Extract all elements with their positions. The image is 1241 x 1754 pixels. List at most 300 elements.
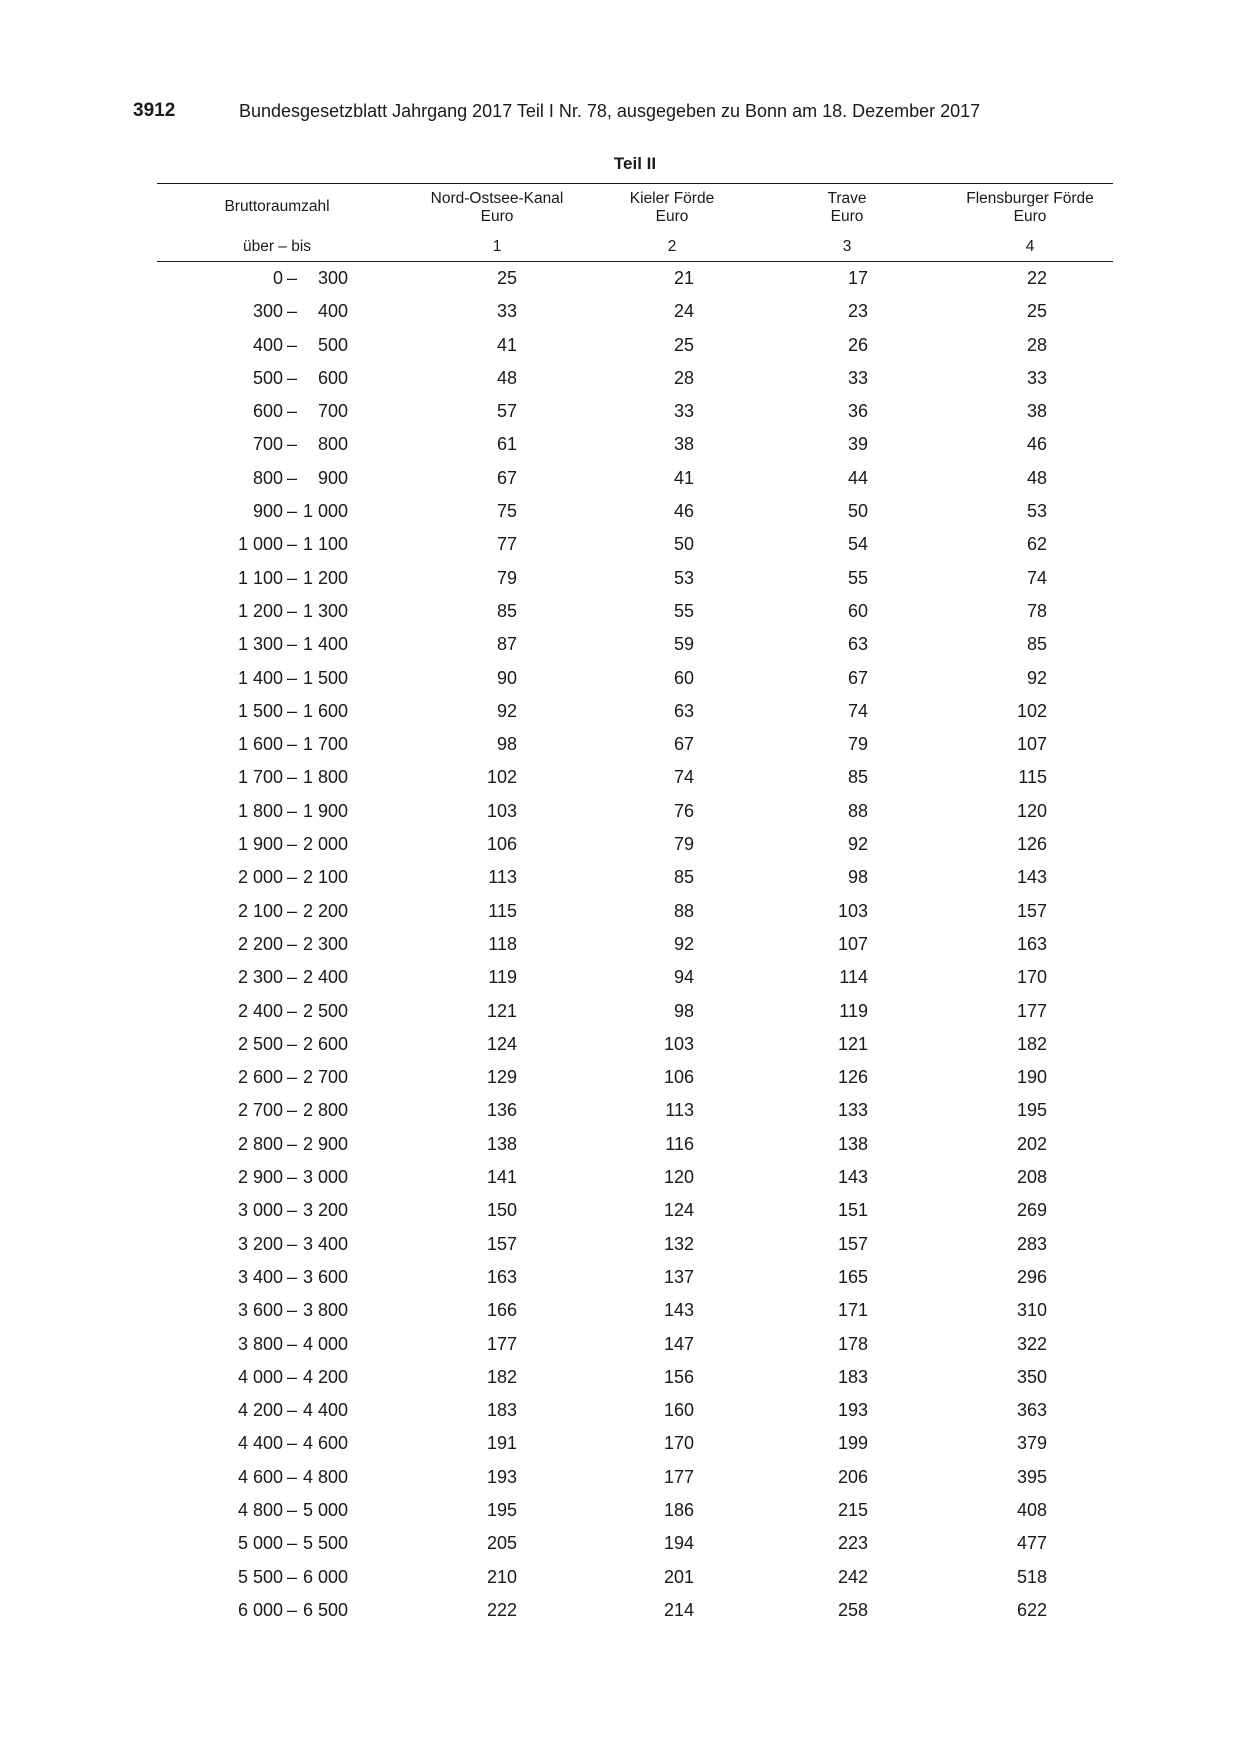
table-row	[0, 1528, 1241, 1561]
range-to-cell: 2 700	[302, 1067, 348, 1088]
nord-ostsee-kanal-cell: 182	[486, 1366, 517, 1387]
nord-ostsee-kanal-cell: 121	[486, 1000, 517, 1021]
flensburger-foerde-cell: 622	[1016, 1599, 1047, 1620]
range-to-cell: 2 500	[302, 1000, 348, 1021]
flensburger-foerde-cell: 85	[1026, 634, 1047, 655]
trave-cell: 258	[837, 1599, 868, 1620]
range-to-cell: 2 400	[302, 967, 348, 988]
table-row	[0, 996, 1241, 1029]
kieler-foerde-cell: 67	[673, 734, 694, 755]
trave-cell: 193	[837, 1400, 868, 1421]
trave-cell: 107	[837, 933, 868, 954]
flensburger-foerde-cell: 163	[1016, 933, 1047, 954]
range-from-cell: 2 500	[237, 1033, 283, 1054]
range-from-cell: 2 100	[237, 900, 283, 921]
kieler-foerde-cell: 113	[665, 1100, 694, 1121]
trave-cell: 114	[839, 967, 868, 988]
kieler-foerde-cell: 92	[673, 933, 694, 954]
page-number: 3912	[133, 100, 176, 121]
range-dash: –	[287, 900, 298, 921]
range-to-cell: 4 000	[302, 1333, 348, 1354]
page-header	[133, 100, 1113, 126]
range-to-cell: 3 400	[302, 1233, 348, 1254]
trave-cell: 215	[837, 1499, 868, 1520]
table-row	[0, 1595, 1241, 1628]
column-header-1	[397, 190, 597, 226]
trave-cell: 178	[837, 1333, 868, 1354]
nord-ostsee-kanal-cell: 193	[486, 1466, 517, 1487]
flensburger-foerde-cell: 107	[1016, 734, 1047, 755]
nord-ostsee-kanal-cell: 177	[486, 1333, 517, 1354]
nord-ostsee-kanal-cell: 87	[496, 634, 517, 655]
kieler-foerde-cell: 55	[673, 600, 694, 621]
range-dash: –	[287, 567, 298, 588]
kieler-foerde-cell: 33	[673, 401, 694, 422]
table-row	[0, 1562, 1241, 1595]
range-from-cell: 3 000	[237, 1200, 283, 1221]
range-from-cell: 1 900	[237, 834, 283, 855]
column-number-2: 2	[667, 238, 677, 255]
flensburger-foerde-cell: 379	[1016, 1433, 1047, 1454]
kieler-foerde-cell: 74	[673, 767, 694, 788]
range-dash: –	[287, 301, 298, 322]
table-row	[0, 1395, 1241, 1428]
range-from-cell: 2 200	[237, 933, 283, 954]
trave-cell: 143	[837, 1167, 868, 1188]
flensburger-foerde-cell: 195	[1016, 1100, 1047, 1121]
flensburger-foerde-cell: 126	[1016, 834, 1047, 855]
range-dash: –	[287, 867, 298, 888]
trave-cell: 121	[837, 1033, 868, 1054]
range-dash: –	[287, 667, 298, 688]
flensburger-foerde-cell: 120	[1016, 800, 1047, 821]
range-from-cell: 4 200	[237, 1400, 283, 1421]
range-to-cell: 1 400	[302, 634, 348, 655]
range-from-cell: 600	[252, 401, 283, 422]
table-row	[0, 663, 1241, 696]
nord-ostsee-kanal-cell: 183	[486, 1400, 517, 1421]
trave-cell: 67	[847, 667, 868, 688]
range-to-cell: 2 900	[302, 1133, 348, 1154]
range-dash: –	[287, 367, 298, 388]
table-row	[0, 563, 1241, 596]
range-from-cell: 5 500	[237, 1566, 283, 1587]
range-from-cell: 1 600	[237, 734, 283, 755]
table-row	[0, 629, 1241, 662]
flensburger-foerde-cell: 269	[1016, 1200, 1047, 1221]
range-dash: –	[287, 1533, 298, 1554]
trave-cell: 33	[847, 367, 868, 388]
range-to-cell: 4 800	[302, 1466, 348, 1487]
range-dash: –	[287, 1333, 298, 1354]
trave-cell: 183	[837, 1366, 868, 1387]
nord-ostsee-kanal-cell: 48	[496, 367, 517, 388]
flensburger-foerde-cell: 157	[1016, 900, 1047, 921]
range-dash: –	[287, 1100, 298, 1121]
kieler-foerde-cell: 59	[673, 634, 694, 655]
range-dash: –	[287, 434, 298, 455]
range-from-cell: 1 500	[237, 700, 283, 721]
table-row	[0, 596, 1241, 629]
column-header-4	[947, 190, 1113, 226]
table-row	[0, 429, 1241, 462]
range-dash: –	[287, 967, 298, 988]
range-from-cell: 3 200	[237, 1233, 283, 1254]
range-to-cell: 500	[317, 334, 348, 355]
range-to-cell: 3 200	[302, 1200, 348, 1221]
table-row	[0, 496, 1241, 529]
range-to-cell: 1 100	[302, 534, 348, 555]
kieler-foerde-cell: 41	[673, 467, 694, 488]
range-from-cell: 4 800	[237, 1499, 283, 1520]
table-row	[0, 862, 1241, 895]
range-from-cell: 2 000	[237, 867, 283, 888]
table-row	[0, 696, 1241, 729]
flensburger-foerde-cell: 177	[1016, 1000, 1047, 1021]
range-from-cell: 300	[252, 301, 283, 322]
kieler-foerde-cell: 116	[665, 1133, 694, 1154]
table-row	[0, 729, 1241, 762]
table-header-rule	[157, 261, 1113, 262]
nord-ostsee-kanal-cell: 67	[496, 467, 517, 488]
flensburger-foerde-cell: 190	[1016, 1067, 1047, 1088]
range-to-cell: 2 200	[302, 900, 348, 921]
flensburger-foerde-cell: 408	[1016, 1499, 1047, 1520]
kieler-foerde-cell: 160	[663, 1400, 694, 1421]
trave-cell: 157	[837, 1233, 868, 1254]
range-to-cell: 5 000	[302, 1499, 348, 1520]
range-to-cell: 1 900	[302, 800, 348, 821]
nord-ostsee-kanal-cell: 195	[486, 1499, 517, 1520]
flensburger-foerde-cell: 170	[1016, 967, 1047, 988]
nord-ostsee-kanal-cell: 33	[496, 301, 517, 322]
nord-ostsee-kanal-cell: 98	[496, 734, 517, 755]
kieler-foerde-cell: 147	[663, 1333, 694, 1354]
nord-ostsee-kanal-cell: 119	[488, 967, 517, 988]
column-header-3	[747, 190, 947, 226]
column-header-name: Trave	[827, 190, 867, 207]
range-dash: –	[287, 600, 298, 621]
column-number-1: 1	[492, 238, 502, 255]
range-dash: –	[287, 1466, 298, 1487]
range-from-cell: 4 000	[237, 1366, 283, 1387]
flensburger-foerde-cell: 310	[1016, 1300, 1047, 1321]
nord-ostsee-kanal-cell: 75	[496, 501, 517, 522]
nord-ostsee-kanal-cell: 92	[496, 700, 517, 721]
column-header-name: Nord-Ostsee-Kanal	[430, 190, 564, 207]
table-row	[0, 929, 1241, 962]
kieler-foerde-cell: 137	[663, 1266, 694, 1287]
column-header-unit: Euro	[830, 208, 864, 225]
table-row	[0, 1428, 1241, 1461]
flensburger-foerde-cell: 74	[1026, 567, 1047, 588]
nord-ostsee-kanal-cell: 57	[496, 401, 517, 422]
range-to-cell: 1 500	[302, 667, 348, 688]
range-from-cell: 3 600	[237, 1300, 283, 1321]
nord-ostsee-kanal-cell: 205	[486, 1533, 517, 1554]
range-dash: –	[287, 1133, 298, 1154]
range-dash: –	[287, 401, 298, 422]
nord-ostsee-kanal-cell: 61	[496, 434, 517, 455]
trave-cell: 54	[847, 534, 868, 555]
trave-cell: 206	[837, 1466, 868, 1487]
table-row	[0, 962, 1241, 995]
kieler-foerde-cell: 194	[663, 1533, 694, 1554]
column-header-unit: Euro	[1013, 208, 1047, 225]
range-to-cell: 4 600	[302, 1433, 348, 1454]
range-to-cell: 600	[317, 367, 348, 388]
trave-cell: 79	[847, 734, 868, 755]
range-to-cell: 1 700	[302, 734, 348, 755]
range-to-cell: 3 600	[302, 1266, 348, 1287]
range-from-cell: 1 400	[237, 667, 283, 688]
range-from-cell: 4 600	[237, 1466, 283, 1487]
flensburger-foerde-cell: 28	[1026, 334, 1047, 355]
range-dash: –	[287, 1000, 298, 1021]
range-dash: –	[287, 1233, 298, 1254]
nord-ostsee-kanal-cell: 106	[486, 834, 517, 855]
nord-ostsee-kanal-cell: 25	[496, 268, 517, 288]
range-dash: –	[287, 800, 298, 821]
kieler-foerde-cell: 28	[673, 367, 694, 388]
flensburger-foerde-cell: 102	[1016, 700, 1047, 721]
trave-cell: 92	[847, 834, 868, 855]
range-dash: –	[287, 1599, 298, 1620]
range-from-cell: 700	[252, 434, 283, 455]
trave-cell: 63	[847, 634, 868, 655]
table-row	[0, 296, 1241, 329]
range-from-cell: 800	[252, 467, 283, 488]
trave-cell: 223	[837, 1533, 868, 1554]
flensburger-foerde-cell: 115	[1018, 767, 1047, 788]
range-from-cell: 4 400	[237, 1433, 283, 1454]
trave-cell: 88	[847, 800, 868, 821]
range-to-cell: 800	[317, 434, 348, 455]
kieler-foerde-cell: 120	[663, 1167, 694, 1188]
range-to-cell: 700	[317, 401, 348, 422]
range-to-cell: 1 300	[302, 600, 348, 621]
trave-cell: 36	[847, 401, 868, 422]
range-dash: –	[287, 767, 298, 788]
nord-ostsee-kanal-cell: 118	[488, 933, 517, 954]
kieler-foerde-cell: 85	[673, 867, 694, 888]
kieler-foerde-cell: 24	[673, 301, 694, 322]
nord-ostsee-kanal-cell: 150	[486, 1200, 517, 1221]
range-to-cell: 6 000	[302, 1566, 348, 1587]
column-number-4: 4	[1025, 238, 1035, 255]
table-row	[0, 1195, 1241, 1228]
range-to-cell: 2 100	[302, 867, 348, 888]
range-dash: –	[287, 1366, 298, 1387]
range-from-cell: 1 100	[237, 567, 283, 588]
flensburger-foerde-cell: 38	[1026, 401, 1047, 422]
range-from-cell: 1 800	[237, 800, 283, 821]
kieler-foerde-cell: 98	[673, 1000, 694, 1021]
range-dash: –	[287, 834, 298, 855]
range-to-cell: 1 000	[302, 501, 348, 522]
table-row	[0, 829, 1241, 862]
range-from-cell: 2 300	[237, 967, 283, 988]
trave-cell: 39	[847, 434, 868, 455]
column-header-name: Flensburger Förde	[966, 190, 1094, 207]
kieler-foerde-cell: 156	[663, 1366, 694, 1387]
range-dash: –	[287, 1433, 298, 1454]
range-from-cell: 3 400	[237, 1266, 283, 1287]
kieler-foerde-cell: 46	[673, 501, 694, 522]
flensburger-foerde-cell: 25	[1026, 301, 1047, 322]
range-to-cell: 4 400	[302, 1400, 348, 1421]
running-head: Bundesgesetzblatt Jahrgang 2017 Teil I Nr. 78, ausgegeben zu Bonn am 18. Dezember 2017	[239, 101, 981, 121]
flensburger-foerde-cell: 143	[1016, 867, 1047, 888]
range-dash: –	[287, 1266, 298, 1287]
kieler-foerde-cell: 177	[663, 1466, 694, 1487]
range-to-cell: 1 800	[302, 767, 348, 788]
range-dash: –	[287, 734, 298, 755]
kieler-foerde-cell: 38	[673, 434, 694, 455]
kieler-foerde-cell: 50	[673, 534, 694, 555]
trave-cell: 98	[847, 867, 868, 888]
kieler-foerde-cell: 53	[673, 567, 694, 588]
table-row	[0, 1162, 1241, 1195]
table-row	[0, 363, 1241, 396]
kieler-foerde-cell: 63	[673, 700, 694, 721]
range-dash: –	[287, 1566, 298, 1587]
flensburger-foerde-cell: 518	[1016, 1566, 1047, 1587]
kieler-foerde-cell: 60	[673, 667, 694, 688]
nord-ostsee-kanal-cell: 157	[486, 1233, 517, 1254]
range-from-cell: 3 800	[237, 1333, 283, 1354]
nord-ostsee-kanal-cell: 79	[496, 567, 517, 588]
kieler-foerde-cell: 186	[663, 1499, 694, 1520]
range-to-cell: 2 300	[302, 933, 348, 954]
trave-cell: 165	[837, 1266, 868, 1287]
kieler-foerde-cell: 103	[663, 1033, 694, 1054]
range-to-cell: 3 800	[302, 1300, 348, 1321]
flensburger-foerde-cell: 477	[1016, 1533, 1047, 1554]
column-number-3: 3	[842, 238, 852, 255]
range-dash: –	[287, 534, 298, 555]
range-dash: –	[287, 1067, 298, 1088]
nord-ostsee-kanal-cell: 103	[486, 800, 517, 821]
range-dash: –	[287, 1167, 298, 1188]
range-dash: –	[287, 1499, 298, 1520]
range-from-cell: 400	[252, 334, 283, 355]
flensburger-foerde-cell: 78	[1026, 600, 1047, 621]
table-body	[0, 263, 1241, 1628]
table-row	[0, 1095, 1241, 1128]
trave-cell: 133	[837, 1100, 868, 1121]
trave-cell: 151	[837, 1200, 868, 1221]
trave-cell: 50	[847, 501, 868, 522]
table-row	[0, 1229, 1241, 1262]
nord-ostsee-kanal-cell: 41	[496, 334, 517, 355]
trave-cell: 103	[837, 900, 868, 921]
flensburger-foerde-cell: 182	[1016, 1033, 1047, 1054]
flensburger-foerde-cell: 92	[1026, 667, 1047, 688]
nord-ostsee-kanal-cell: 141	[486, 1167, 517, 1188]
kieler-foerde-cell: 201	[663, 1566, 694, 1587]
column-header-name: Kieler Förde	[629, 190, 715, 207]
range-dash: –	[287, 700, 298, 721]
table-row	[0, 1495, 1241, 1528]
trave-cell: 55	[847, 567, 868, 588]
trave-cell: 138	[837, 1133, 868, 1154]
kieler-foerde-cell: 21	[673, 268, 694, 288]
table-row	[0, 529, 1241, 562]
section-title: Teil II	[613, 154, 657, 173]
flensburger-foerde-cell: 208	[1016, 1167, 1047, 1188]
range-from-cell: 0	[272, 268, 283, 288]
nord-ostsee-kanal-cell: 85	[496, 600, 517, 621]
flensburger-foerde-cell: 395	[1016, 1466, 1047, 1487]
range-to-cell: 900	[317, 467, 348, 488]
trave-cell: 44	[847, 467, 868, 488]
trave-cell: 171	[837, 1300, 868, 1321]
range-from-cell: 1 000	[237, 534, 283, 555]
range-to-cell: 400	[317, 301, 348, 322]
trave-cell: 23	[847, 301, 868, 322]
nord-ostsee-kanal-cell: 222	[486, 1599, 517, 1620]
trave-cell: 126	[837, 1067, 868, 1088]
table-row	[0, 1029, 1241, 1062]
range-from-cell: 5 000	[237, 1533, 283, 1554]
column-header-2	[597, 190, 747, 226]
range-dash: –	[287, 1200, 298, 1221]
range-to-cell: 6 500	[302, 1599, 348, 1620]
flensburger-foerde-cell: 322	[1016, 1333, 1047, 1354]
table-row	[0, 330, 1241, 363]
nord-ostsee-kanal-cell: 166	[486, 1300, 517, 1321]
nord-ostsee-kanal-cell: 124	[486, 1033, 517, 1054]
table-row	[0, 1129, 1241, 1162]
table-top-rule	[157, 183, 1113, 184]
range-dash: –	[287, 1400, 298, 1421]
kieler-foerde-cell: 94	[673, 967, 694, 988]
flensburger-foerde-cell: 350	[1016, 1366, 1047, 1387]
table-row	[0, 896, 1241, 929]
range-from-cell: 2 900	[237, 1167, 283, 1188]
range-to-cell: 5 500	[302, 1533, 348, 1554]
range-to-cell: 300	[317, 268, 348, 288]
range-to-cell: 1 200	[302, 567, 348, 588]
flensburger-foerde-cell: 283	[1016, 1233, 1047, 1254]
kieler-foerde-cell: 124	[663, 1200, 694, 1221]
nord-ostsee-kanal-cell: 90	[496, 667, 517, 688]
range-from-cell: 1 700	[237, 767, 283, 788]
trave-cell: 26	[847, 334, 868, 355]
flensburger-foerde-cell: 62	[1026, 534, 1047, 555]
table-row	[0, 263, 1241, 296]
column-header-bruttoraumzahl: Bruttoraumzahl	[224, 198, 330, 215]
column-header-unit: Euro	[480, 208, 514, 225]
kieler-foerde-cell: 79	[673, 834, 694, 855]
range-to-cell: 2 000	[302, 834, 348, 855]
flensburger-foerde-cell: 53	[1026, 501, 1047, 522]
flensburger-foerde-cell: 22	[1026, 268, 1047, 288]
nord-ostsee-kanal-cell: 191	[486, 1433, 517, 1454]
range-dash: –	[287, 1300, 298, 1321]
range-from-cell: 2 800	[237, 1133, 283, 1154]
range-dash: –	[287, 634, 298, 655]
table-row	[0, 463, 1241, 496]
trave-cell: 74	[847, 700, 868, 721]
range-from-cell: 1 300	[237, 634, 283, 655]
nord-ostsee-kanal-cell: 77	[496, 534, 517, 555]
kieler-foerde-cell: 106	[663, 1067, 694, 1088]
range-to-cell: 1 600	[302, 700, 348, 721]
range-dash: –	[287, 467, 298, 488]
kieler-foerde-cell: 170	[663, 1433, 694, 1454]
